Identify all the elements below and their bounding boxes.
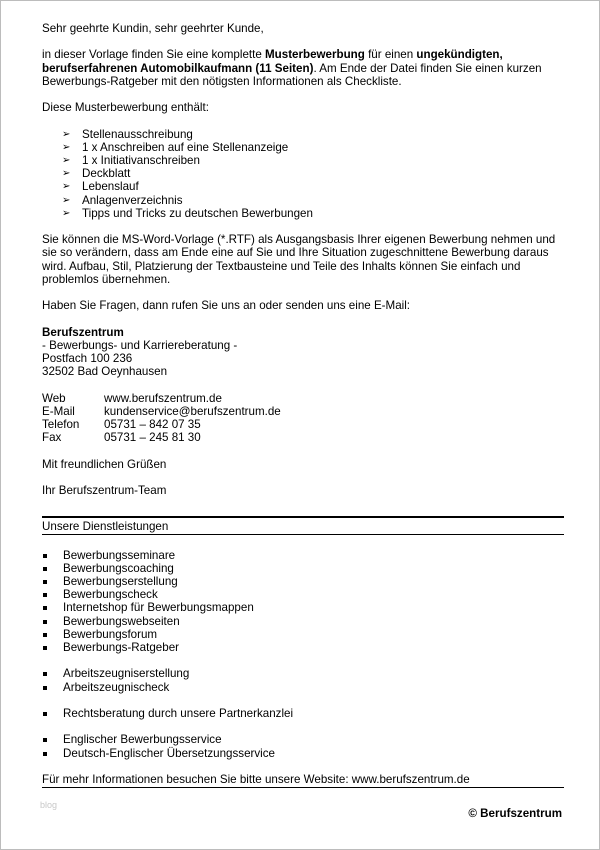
list-item: Bewerbungscheck <box>42 588 564 601</box>
services-heading-rule <box>42 534 564 535</box>
intro-text-2: für einen <box>364 48 417 62</box>
square-bullet-icon <box>43 738 47 742</box>
list-item: Bewerbungscoaching <box>42 562 564 575</box>
intro-text-3: . Am Ende der Datei finden Sie einen kurzen Bewerbungs-Ratgeber mit den nötigsten Informationen als Checkliste. <box>42 61 542 88</box>
list-item: ➢ Stellenausschreibung <box>62 127 193 141</box>
intro-bold-1: Musterbewerbung <box>265 48 365 62</box>
square-bullet-icon <box>43 633 47 637</box>
arrow-bullet-icon: ➢ <box>62 194 71 206</box>
contact-label-phone: Telefon <box>42 417 80 431</box>
square-bullet-icon <box>43 593 47 597</box>
company-name: Berufszentrum <box>42 325 124 339</box>
square-bullet-icon <box>43 606 47 610</box>
address-block <box>42 326 564 379</box>
list-item: ➢ Deckblatt <box>62 167 131 181</box>
questions-paragraph: Haben Sie Fragen, dann rufen Sie uns an oder senden uns eine E-Mail: <box>42 299 411 313</box>
list-item: Arbeitszeugnischeck <box>42 681 564 694</box>
divider-rule <box>42 516 564 518</box>
contact-web-link[interactable]: www.berufszentrum.de <box>104 391 222 405</box>
list-item: Bewerbungs-Ratgeber <box>42 641 564 654</box>
website-note: Für mehr Informationen besuchen Sie bitte unsere Website: www.berufszentrum.de <box>42 772 470 786</box>
list-item: Bewerbungswebseiten <box>42 615 564 628</box>
watermark: blog <box>40 800 58 810</box>
list-item: ➢ 1 x Anschreiben auf eine Stellenanzeige <box>62 140 289 154</box>
intro-paragraph <box>42 48 564 88</box>
list-item: Internetshop für Bewerbungsmappen <box>42 601 564 614</box>
square-bullet-icon <box>43 580 47 584</box>
document-page <box>42 22 564 788</box>
company-subtitle: - Bewerbungs- und Karriereberatung - <box>42 338 238 352</box>
services-list-group-2 <box>42 667 564 693</box>
arrow-bullet-icon: ➢ <box>62 207 71 219</box>
list-item: Englischer Bewerbungsservice <box>42 733 564 746</box>
contents-list <box>42 128 564 220</box>
list-item: Rechtsberatung durch unsere Partnerkanzlei <box>42 707 564 720</box>
services-list-group-3 <box>42 707 564 720</box>
contact-fax-value: 05731 – 245 81 30 <box>104 431 201 445</box>
contact-label-web: Web <box>42 391 66 405</box>
greeting: Sehr geehrte Kundin, sehr geehrter Kunde, <box>42 22 264 35</box>
contents-heading: Diese Musterbewerbung enthält: <box>42 101 209 115</box>
intro-text-1: in dieser Vorlage finden Sie eine komplette <box>42 48 265 62</box>
arrow-bullet-icon: ➢ <box>62 141 71 153</box>
square-bullet-icon <box>43 686 47 690</box>
contact-label-email: E-Mail <box>42 404 75 418</box>
address-street: Postfach 100 236 <box>42 351 133 365</box>
list-item: Arbeitszeugniserstellung <box>42 667 564 680</box>
copyright: © Berufszentrum <box>468 807 562 820</box>
list-item: ➢ 1 x Initiativanschreiben <box>62 153 200 167</box>
list-item: Bewerbungsforum <box>42 628 564 641</box>
contact-phone-value: 05731 – 842 07 35 <box>104 417 201 431</box>
contact-block <box>42 392 564 445</box>
services-list-group-1 <box>42 549 564 655</box>
list-item: ➢ Tipps und Tricks zu deutschen Bewerbungen <box>62 206 313 220</box>
square-bullet-icon <box>43 620 47 624</box>
list-item: ➢ Lebenslauf <box>62 180 139 194</box>
list-item: ➢ Anlagenverzeichnis <box>62 193 183 207</box>
list-item: Deutsch-Englischer Übersetzungsservice <box>42 747 564 760</box>
square-bullet-icon <box>43 712 47 716</box>
signature: Ihr Berufszentrum-Team <box>42 483 167 497</box>
list-item: Bewerbungserstellung <box>42 575 564 588</box>
square-bullet-icon <box>43 646 47 650</box>
square-bullet-icon <box>43 567 47 571</box>
arrow-bullet-icon: ➢ <box>62 154 71 166</box>
arrow-bullet-icon: ➢ <box>62 128 71 140</box>
services-list-group-4 <box>42 733 564 759</box>
arrow-bullet-icon: ➢ <box>62 168 71 180</box>
list-item: Bewerbungsseminare <box>42 549 564 562</box>
arrow-bullet-icon: ➢ <box>62 181 71 193</box>
services-heading: Unsere Dienstleistungen <box>42 520 169 534</box>
square-bullet-icon <box>43 752 47 756</box>
closing: Mit freundlichen Grüßen <box>42 457 167 471</box>
square-bullet-icon <box>43 554 47 558</box>
address-city: 32502 Bad Oeynhausen <box>42 365 168 379</box>
intro-bold-2: ungekündigten, berufserfahrenen Automobilkaufmann (11 Seiten) <box>42 48 503 75</box>
bottom-rule <box>42 787 564 788</box>
contact-email-link[interactable]: kundenservice@berufszentrum.de <box>104 404 281 418</box>
contact-label-fax: Fax <box>42 431 62 445</box>
square-bullet-icon <box>43 672 47 676</box>
usage-paragraph: Sie können die MS-Word-Vorlage (*.RTF) als Ausgangsbasis Ihrer eigenen Bewerbung nehmen und sie so verändern, dass am Ende eine auf Sie und Ihre Situation zugeschnittene Bewerbung daraus wird. Aufbau, Stil, Platzierung der Textbausteine und Teile des Inhalts können Sie einfach und problemlos übernehmen. <box>42 233 556 286</box>
